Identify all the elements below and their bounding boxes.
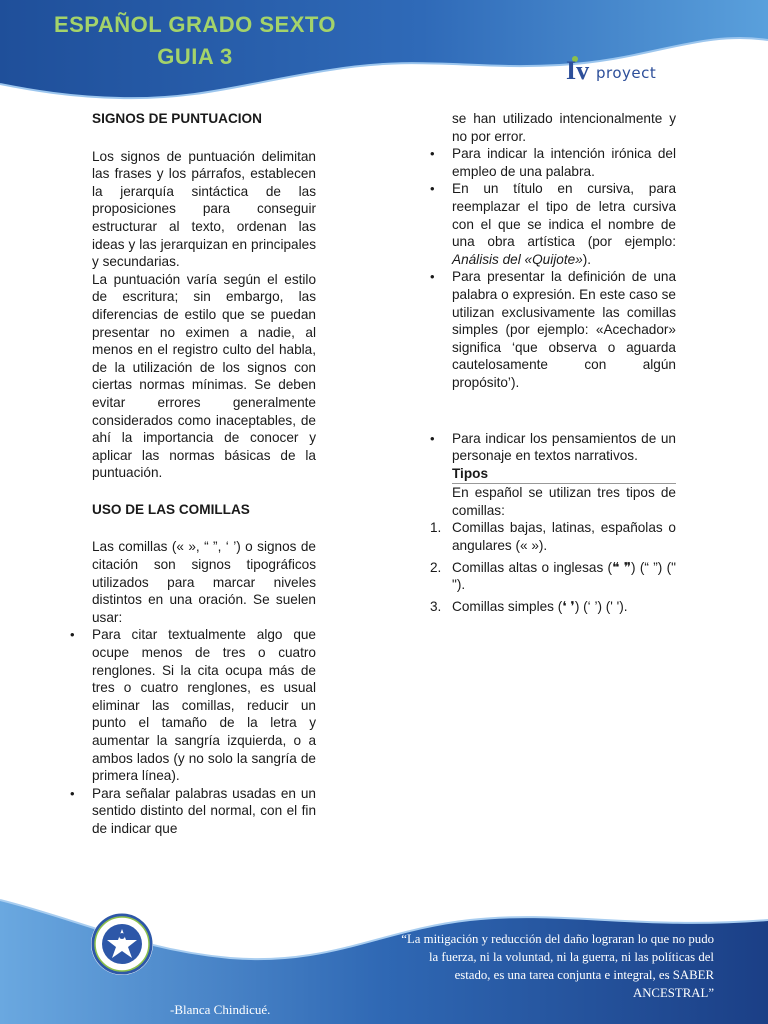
heading-tipos: Tipos bbox=[452, 465, 676, 485]
left-column bbox=[92, 110, 316, 838]
usage-list bbox=[92, 626, 316, 837]
seal-icon bbox=[90, 912, 154, 976]
right-column bbox=[430, 110, 676, 615]
list-item bbox=[452, 180, 676, 268]
paragraph-2: La puntuación varía según el estilo de escritura; sin embargo, las diferencias de estilo que se puedan presentar no eximen a nadie, al menos en el registro culto del habla, de la utilización de los signos con ciertas normas mínimas. Se deben evitar errores generalmente considerados como inaceptables, de ahí la importancia de conocer y aplicar las normas básicas de la puntuación. bbox=[92, 271, 316, 481]
logo-text: proyect bbox=[596, 64, 657, 82]
logo bbox=[560, 56, 680, 88]
page-title: ESPAÑOL GRADO SEXTO bbox=[53, 12, 337, 37]
heading-comillas: USO DE LAS COMILLAS bbox=[92, 501, 250, 517]
list-item: • Para citar textualmente algo que ocupe menos de tres o cuatro renglones. Si la cita ocupa más de tres o cuatro renglones, es usual eliminar las comillas, reducir un punto el tamaño de la letra y aumentar la sangría izquierda, o a ambos lados (y no solo la sangría de primera línea). bbox=[92, 626, 316, 784]
paragraph-1: Los signos de puntuación delimitan las frases y los párrafos, establecen la jerarquía sintáctica de las proposiciones para conseguir estructurar al texto, ordenan las ideas y las jerarquizan en principales y secundarias. bbox=[92, 148, 316, 270]
tipos-item bbox=[430, 598, 676, 616]
item-number: 1. bbox=[430, 520, 442, 536]
list-item: • Para indicar los pensamientos de un personaje en textos narrativos. bbox=[452, 430, 676, 465]
item-number: 2. bbox=[430, 559, 442, 575]
logo-iv: Iv bbox=[566, 56, 590, 85]
tipos-item bbox=[430, 519, 676, 554]
continuation-text: se han utilizado intencionalmente y no por error. bbox=[452, 111, 676, 144]
usage-list-extra bbox=[452, 430, 676, 465]
tipos-list bbox=[430, 519, 676, 615]
page-subtitle: GUIA 3 bbox=[157, 44, 233, 69]
item-text: Comillas altas o inglesas (❝ ❞) (“ ”) (" "). bbox=[452, 559, 676, 593]
list-item-text: En un título en cursiva, para reemplazar el tipo de letra cursiva con el que se indica el nombre de una obra artística (por ejemplo: bbox=[452, 181, 676, 250]
list-item-text-end: ). bbox=[582, 251, 592, 267]
item-number: 3. bbox=[430, 598, 442, 614]
tipos-item bbox=[430, 559, 676, 594]
example-title: Análisis del «Quijote» bbox=[452, 251, 583, 267]
paragraph-3: Las comillas (« », “ ”, ‘ ’) o signos de citación son signos tipográficos utilizados para marcar niveles distintos en una oración. Se suelen usar: bbox=[92, 539, 316, 625]
usage-list-continued bbox=[452, 145, 676, 391]
quote-author: -Blanca Chindicué. bbox=[170, 1002, 271, 1017]
footer-quote: “La mitigación y reducción del daño lograran lo que no pudo la fuerza, ni la voluntad, ni la guerra, ni las políticas del estado, es una tarea conjunta e integral, es SABER ANCESTRAL” bbox=[401, 932, 714, 1000]
tipos-intro: En español se utilizan tres tipos de comillas: bbox=[452, 485, 676, 518]
list-item: • Para indicar la intención irónica del empleo de una palabra. bbox=[452, 145, 676, 180]
heading-signos: SIGNOS DE PUNTUACION bbox=[92, 111, 262, 126]
list-item: • Para presentar la definición de una palabra o expresión. En este caso se utilizan exclusivamente las comillas simples (por ejemplo: «Acechador» significa ‘que observa o aguarda cautelosamente con algún propósito’). bbox=[452, 268, 676, 391]
item-text: Comillas simples (❛ ❜) (‘ ’) (' '). bbox=[452, 598, 628, 614]
list-item: • Para señalar palabras usadas en un sentido distinto del normal, con el fin de indicar que bbox=[92, 785, 316, 838]
item-text: Comillas bajas, latinas, españolas o angulares (« »). bbox=[452, 520, 676, 554]
